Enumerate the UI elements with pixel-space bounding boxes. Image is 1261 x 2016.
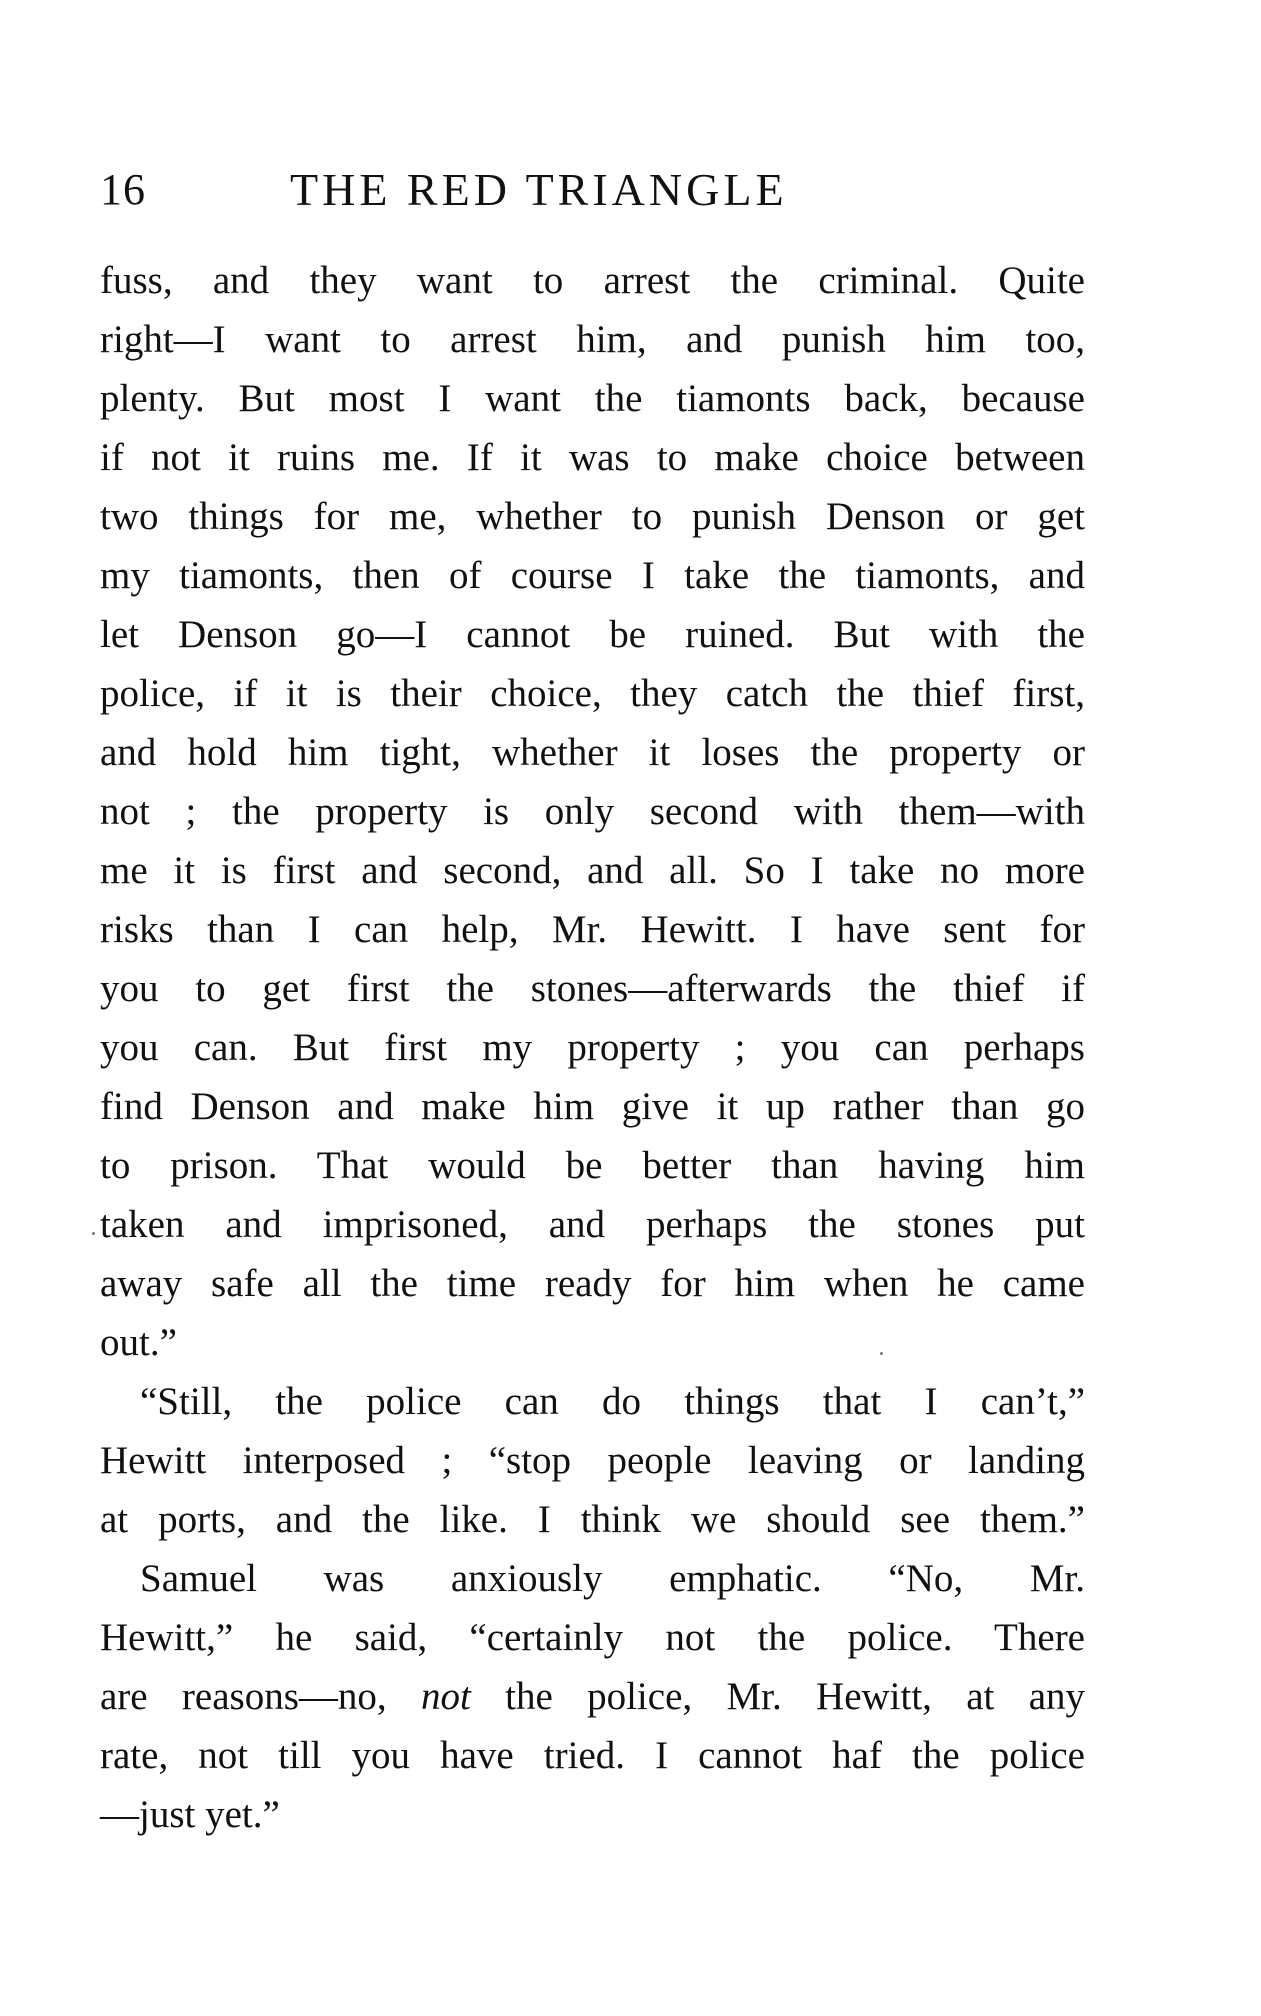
paper-speck	[92, 1232, 95, 1235]
text-line-13: you to get first the stones—afterwards the thief if	[100, 967, 1085, 1010]
text-line-2: right—I want to arrest him, and punish him too,	[100, 318, 1085, 361]
text-line-4: if not it ruins me. If it was to make choice between	[100, 436, 1085, 479]
text-line-14: you can. But first my property ; you can perhaps	[100, 1026, 1085, 1069]
paper-speck	[880, 1352, 883, 1355]
text-line-25	[100, 1667, 1085, 1726]
text-line-11: me it is first and second, and all. So I take no more	[100, 849, 1085, 892]
emphasized-word: not	[420, 1675, 471, 1718]
text-line-19: out.”	[100, 1321, 177, 1364]
text-line-16: to prison. That would be better than having him	[100, 1144, 1085, 1187]
text-line-26: rate, not till you have tried. I cannot haf the police	[100, 1734, 1085, 1777]
book-title: THE RED TRIANGLE	[290, 164, 788, 215]
running-head	[100, 160, 1080, 220]
text-line-12: risks than I can help, Mr. Hewitt. I have sent for	[100, 908, 1085, 951]
text-line-3: plenty. But most I want the tiamonts back, because	[100, 377, 1085, 420]
text-line-18: away safe all the time ready for him when he came	[100, 1262, 1085, 1305]
text-line-15: find Denson and make him give it up rather than go	[100, 1085, 1085, 1128]
body-text	[100, 251, 1085, 1844]
page-number: 16	[100, 165, 146, 214]
text-line-25-part-1: are reasons—no,	[100, 1675, 387, 1718]
text-line-5: two things for me, whether to punish Denson or get	[100, 495, 1085, 538]
text-line-22: at ports, and the like. I think we should see them.”	[100, 1498, 1085, 1541]
text-line-6: my tiamonts, then of course I take the tiamonts, and	[100, 554, 1085, 597]
text-line-10: not ; the property is only second with them—with	[100, 790, 1085, 833]
text-line-21: Hewitt interposed ; “stop people leaving or landing	[100, 1439, 1085, 1482]
text-line-9: and hold him tight, whether it loses the property or	[100, 731, 1085, 774]
text-line-17: taken and imprisoned, and perhaps the stones put	[100, 1203, 1085, 1246]
text-line-27: —just yet.”	[100, 1793, 280, 1836]
text-line-8: police, if it is their choice, they catch the thief first,	[100, 672, 1085, 715]
text-line-20: “Still, the police can do things that I can’t,”	[140, 1380, 1085, 1423]
text-line-23: Samuel was anxiously emphatic. “No, Mr.	[140, 1557, 1085, 1600]
text-line-7: let Denson go—I cannot be ruined. But with the	[100, 613, 1085, 656]
text-line-25-part-2: the police, Mr. Hewitt, at any	[505, 1675, 1086, 1718]
text-line-1: fuss, and they want to arrest the criminal. Quite	[100, 259, 1085, 302]
text-line-24: Hewitt,” he said, “certainly not the police. There	[100, 1616, 1085, 1659]
